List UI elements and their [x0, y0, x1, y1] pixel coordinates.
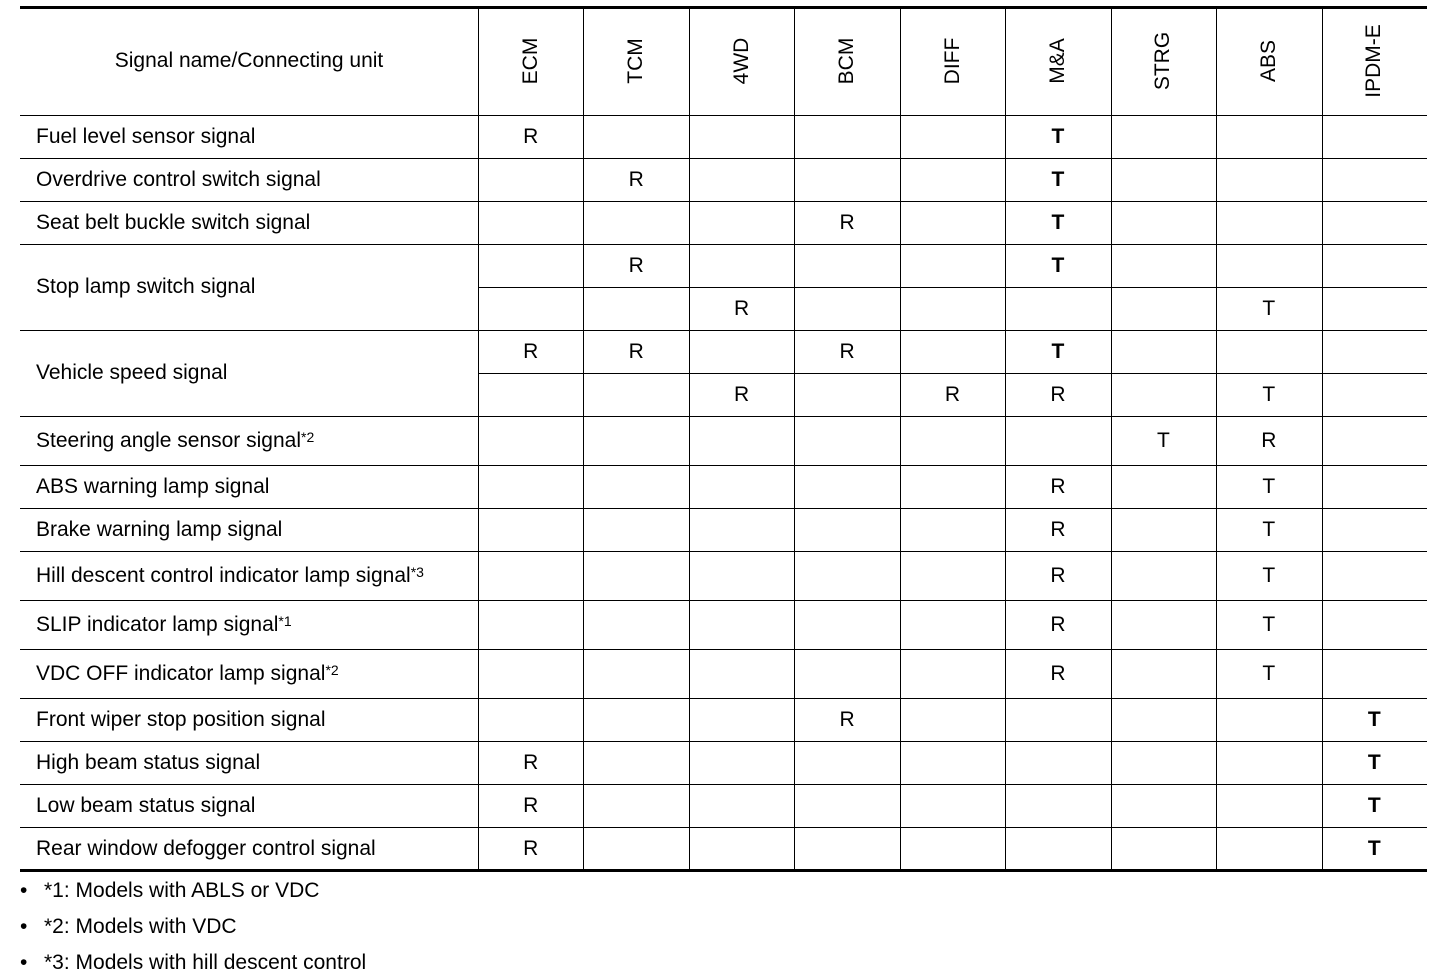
column-header-strg: STRG	[1151, 31, 1175, 91]
column-header-tcm: TCM	[624, 38, 648, 84]
signal-label	[36, 741, 260, 784]
signal-label	[36, 330, 227, 416]
signal-label	[36, 115, 255, 158]
signal-label	[36, 827, 376, 870]
column-header-m-a: M&A	[1045, 38, 1069, 84]
cell-value: R	[1050, 474, 1066, 498]
cell-value: R	[628, 167, 644, 191]
table-rule	[1216, 7, 1217, 870]
signal-label	[36, 784, 255, 827]
signal-label-text: Front wiper stop position signal	[36, 707, 326, 731]
footnote-text: *2: Models with VDC	[44, 915, 237, 938]
cell-value: T	[1262, 296, 1276, 320]
column-header-abs: ABS	[1256, 39, 1280, 83]
signal-label	[36, 158, 321, 201]
footnote-item	[20, 915, 237, 939]
signal-label-text: Low beam status signal	[36, 793, 256, 817]
signal-label-text: Stop lamp switch signal	[36, 275, 256, 298]
bullet-icon: •	[20, 951, 28, 974]
signal-label-text: VDC OFF indicator lamp signal	[36, 661, 326, 685]
signal-label-text: Fuel level sensor signal	[36, 124, 256, 148]
cell-value: T	[1367, 836, 1381, 860]
cell-value: R	[734, 296, 750, 320]
column-header-bcm: BCM	[835, 37, 859, 85]
cell-value: R	[839, 210, 855, 234]
cell-value: R	[839, 707, 855, 731]
table-rule	[1322, 7, 1323, 870]
signal-label-text: ABS warning lamp signal	[36, 474, 270, 498]
cell-value: T	[1156, 428, 1170, 452]
cell-value: T	[1051, 124, 1065, 148]
signal-label-text: Rear window defogger control signal	[36, 836, 376, 860]
footnote-text: *3: Models with hill descent control	[44, 951, 367, 974]
cell-value: R	[628, 339, 644, 363]
signal-table	[20, 7, 1427, 874]
cell-value: R	[944, 382, 961, 406]
cell-value: R	[1050, 517, 1066, 541]
signal-label	[36, 201, 310, 244]
signal-label	[36, 508, 282, 551]
cell-value: T	[1262, 382, 1276, 406]
cell-value: T	[1262, 661, 1276, 685]
column-header-signal-name: Signal name/Connecting unit	[114, 49, 384, 72]
table-rule	[1111, 7, 1112, 870]
bullet-icon: •	[20, 879, 28, 902]
signal-label	[36, 244, 255, 330]
cell-value: T	[1367, 793, 1381, 817]
table-rule	[900, 7, 901, 870]
table-rule	[478, 7, 479, 870]
cell-value: T	[1262, 517, 1276, 541]
signal-label-text: Vehicle speed signal	[36, 361, 228, 384]
cell-value: T	[1051, 339, 1065, 363]
cell-value: T	[1051, 167, 1065, 191]
footnote-item	[20, 879, 319, 903]
cell-value: R	[523, 836, 539, 860]
cell-value: R	[1050, 661, 1066, 685]
signal-label-text: Hill descent control indicator lamp signal	[36, 563, 411, 587]
cell-value: R	[628, 253, 644, 277]
cell-value: R	[523, 339, 539, 363]
signal-footnote-ref: *2	[301, 428, 315, 445]
footnote-text: *1: Models with ABLS or VDC	[44, 879, 320, 902]
signal-label	[36, 465, 269, 508]
signal-label	[36, 551, 424, 600]
signal-label-text: SLIP indicator lamp signal	[36, 612, 279, 636]
signal-label-text: Overdrive control switch signal	[36, 167, 321, 191]
cell-value: T	[1051, 253, 1065, 277]
signal-footnote-ref: *1	[278, 612, 292, 629]
cell-value: R	[1050, 382, 1066, 406]
cell-value: R	[1050, 612, 1066, 636]
cell-value: R	[839, 339, 855, 363]
column-header-diff: DIFF	[940, 37, 964, 85]
cell-value: T	[1367, 750, 1381, 774]
cell-value: T	[1262, 474, 1276, 498]
signal-footnote-ref: *3	[410, 563, 424, 580]
signal-label	[36, 416, 314, 465]
footnote-item	[20, 951, 366, 975]
bullet-icon: •	[20, 915, 28, 938]
table-rule	[1005, 7, 1006, 870]
signal-label-text: Seat belt buckle switch signal	[36, 210, 311, 234]
cell-value: R	[1261, 428, 1277, 452]
cell-value: T	[1367, 707, 1381, 731]
table-rule	[583, 7, 584, 870]
cell-value: T	[1262, 612, 1276, 636]
signal-label	[36, 698, 325, 741]
cell-value: R	[523, 750, 539, 774]
cell-value: R	[523, 793, 539, 817]
table-rule	[689, 7, 690, 870]
cell-value: R	[734, 382, 750, 406]
signal-label-text: Brake warning lamp signal	[36, 517, 283, 541]
column-header-4wd: 4WD	[729, 37, 753, 85]
signal-label-text: Steering angle sensor signal	[36, 428, 302, 452]
signal-label	[36, 649, 339, 698]
column-header-ecm: ECM	[518, 37, 542, 85]
table-rule	[794, 7, 795, 870]
signal-label	[36, 600, 292, 649]
cell-value: T	[1262, 563, 1276, 587]
signal-label-text: High beam status signal	[36, 750, 261, 774]
signal-footnote-ref: *2	[325, 661, 339, 678]
column-header-ipdm-e: IPDM-E	[1362, 24, 1386, 98]
cell-value: R	[523, 124, 539, 148]
cell-value: T	[1051, 210, 1065, 234]
cell-value: R	[1050, 563, 1066, 587]
